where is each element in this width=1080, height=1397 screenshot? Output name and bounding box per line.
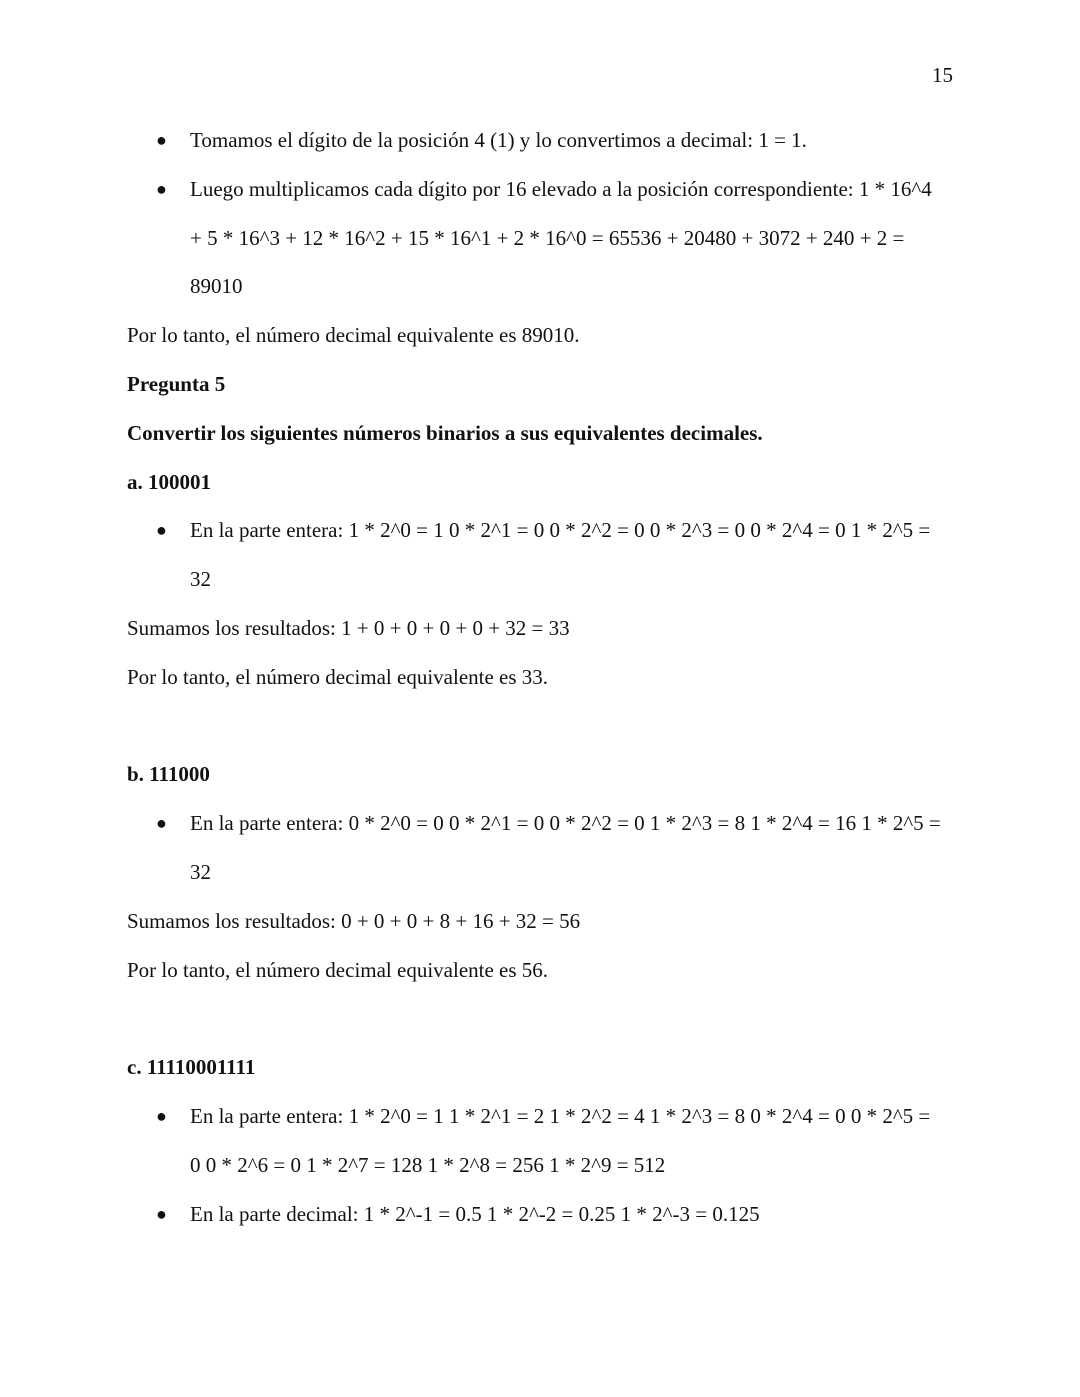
bullet-continuation: + 5 * 16^3 + 12 * 16^2 + 15 * 16^1 + 2 * 16^0 = 65536 + 20480 + 3072 + 240 + 2 = bbox=[190, 225, 905, 250]
paragraph: Por lo tanto, el número decimal equivalente es 89010. bbox=[127, 323, 580, 348]
bullet-icon: ● bbox=[156, 178, 167, 199]
bullet-text: Luego multiplicamos cada dígito por 16 elevado a la posición correspondiente: 1 * 16^4 bbox=[190, 176, 932, 201]
bullet-icon: ● bbox=[156, 813, 167, 834]
subsection-heading-c: c. 11110001111 bbox=[127, 1055, 256, 1080]
bullet-item bbox=[127, 807, 957, 856]
paragraph: Por lo tanto, el número decimal equivalente es 33. bbox=[127, 664, 549, 689]
page-content bbox=[127, 124, 957, 1246]
bullet-text: En la parte entera: 0 * 2^0 = 0 0 * 2^1 = 0 0 * 2^2 = 0 1 * 2^3 = 8 1 * 2^4 = 16 1 * 2^5 = bbox=[190, 811, 941, 836]
subsection-heading-b: b. 111000 bbox=[127, 762, 210, 787]
bullet-item bbox=[127, 124, 957, 173]
bullet-icon: ● bbox=[156, 130, 167, 150]
question-heading: Pregunta 5 bbox=[127, 371, 226, 396]
bullet-item bbox=[127, 1198, 957, 1247]
subsection-heading-a: a. 100001 bbox=[127, 469, 211, 494]
bullet-text: En la parte decimal: 1 * 2^-1 = 0.5 1 * 2^-2 = 0.25 1 * 2^-3 = 0.125 bbox=[190, 1201, 760, 1226]
bullet-continuation: 0 0 * 2^6 = 0 1 * 2^7 = 128 1 * 2^8 = 256 1 * 2^9 = 512 bbox=[190, 1152, 666, 1177]
blank-line bbox=[127, 710, 957, 759]
question-statement: Convertir los siguientes números binarios a sus equivalentes decimales. bbox=[127, 420, 763, 445]
bullet-continuation: 32 bbox=[190, 567, 211, 592]
bullet-icon: ● bbox=[156, 1203, 167, 1224]
page-number: 15 bbox=[932, 63, 953, 87]
bullet-continuation: 89010 bbox=[190, 274, 243, 299]
blank-line bbox=[127, 1002, 957, 1051]
bullet-icon: ● bbox=[156, 1105, 167, 1126]
bullet-text: En la parte entera: 1 * 2^0 = 1 0 * 2^1 = 0 0 * 2^2 = 0 0 * 2^3 = 0 0 * 2^4 = 0 1 * 2^5 = bbox=[190, 518, 931, 543]
bullet-icon: ● bbox=[156, 520, 167, 541]
paragraph: Sumamos los resultados: 1 + 0 + 0 + 0 + 0 + 32 = 33 bbox=[127, 615, 570, 640]
bullet-text: En la parte entera: 1 * 2^0 = 1 1 * 2^1 = 2 1 * 2^2 = 4 1 * 2^3 = 8 0 * 2^4 = 0 0 * 2^5 = bbox=[190, 1103, 931, 1128]
paragraph: Sumamos los resultados: 0 + 0 + 0 + 8 + 16 + 32 = 56 bbox=[127, 908, 581, 933]
bullet-item bbox=[127, 173, 957, 222]
bullet-text: Tomamos el dígito de la posición 4 (1) y lo convertimos a decimal: 1 = 1. bbox=[190, 128, 807, 152]
paragraph: Por lo tanto, el número decimal equivalente es 56. bbox=[127, 957, 549, 982]
bullet-continuation: 32 bbox=[190, 859, 211, 884]
bullet-item bbox=[127, 514, 957, 563]
bullet-item bbox=[127, 1100, 957, 1149]
